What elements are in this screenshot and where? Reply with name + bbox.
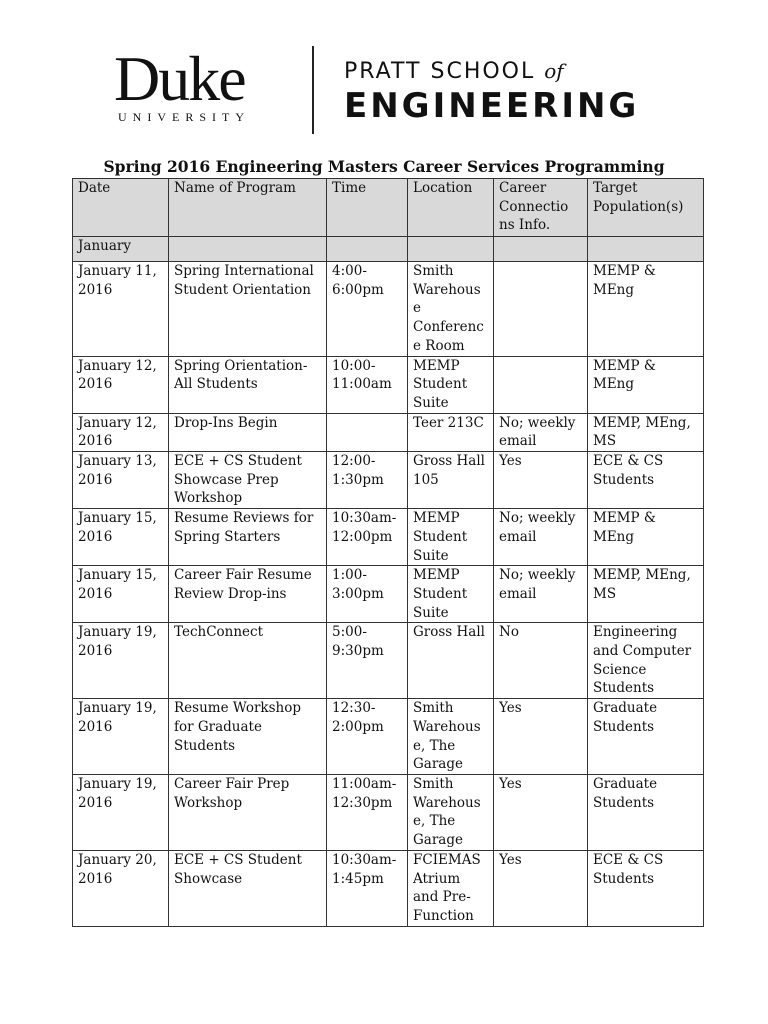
table-row bbox=[73, 356, 704, 413]
cell-target: Graduate Students bbox=[588, 774, 704, 850]
cell-career-info bbox=[494, 356, 588, 413]
cell-career-info: Yes bbox=[494, 774, 588, 850]
cell-time: 5:00- 9:30pm bbox=[327, 623, 408, 699]
cell-location: MEMP Student Suite bbox=[408, 509, 494, 566]
cell-time: 10:30am- 1:45pm bbox=[327, 850, 408, 926]
cell-time: 12:00- 1:30pm bbox=[327, 452, 408, 509]
cell-date: January 15, 2016 bbox=[73, 509, 169, 566]
pratt-of-text: of bbox=[544, 59, 564, 83]
cell-location: Gross Hall 105 bbox=[408, 452, 494, 509]
cell-target: MEMP & MEng bbox=[588, 356, 704, 413]
table-row bbox=[73, 452, 704, 509]
cell-time: 10:00- 11:00am bbox=[327, 356, 408, 413]
cell-career-info: No bbox=[494, 623, 588, 699]
table-row bbox=[73, 774, 704, 850]
cell-location: Smith Warehous e, The Garage bbox=[408, 774, 494, 850]
cell-location: Gross Hall bbox=[408, 623, 494, 699]
cell-program: Resume Workshop for Graduate Students bbox=[169, 699, 327, 775]
cell-time: 4:00- 6:00pm bbox=[327, 262, 408, 357]
table-row bbox=[73, 699, 704, 775]
cell-location: Smith Warehous e Conferenc e Room bbox=[408, 262, 494, 357]
cell-target: MEMP & MEng bbox=[588, 509, 704, 566]
duke-logo bbox=[114, 43, 289, 125]
header-program: Name of Program bbox=[169, 179, 327, 237]
cell-time: 10:30am- 12:00pm bbox=[327, 509, 408, 566]
cell-career-info bbox=[494, 262, 588, 357]
cell-time: 12:30- 2:00pm bbox=[327, 699, 408, 775]
cell-date: January 19, 2016 bbox=[73, 699, 169, 775]
cell-date: January 20, 2016 bbox=[73, 850, 169, 926]
university-wordmark: UNIVERSITY bbox=[118, 110, 250, 124]
header-time: Time bbox=[327, 179, 408, 237]
cell-time: 1:00- 3:00pm bbox=[327, 566, 408, 623]
duke-wordmark: Duke bbox=[114, 43, 245, 114]
cell-location: Smith Warehous e, The Garage bbox=[408, 699, 494, 775]
cell-program: Career Fair Resume Review Drop-ins bbox=[169, 566, 327, 623]
cell-program: Spring International Student Orientation bbox=[169, 262, 327, 357]
cell-target: Engineering and Computer Science Students bbox=[588, 623, 704, 699]
cell-career-info: No; weekly email bbox=[494, 509, 588, 566]
cell-target: MEMP, MEng, MS bbox=[588, 566, 704, 623]
logo-header bbox=[114, 44, 674, 136]
table-row bbox=[73, 623, 704, 699]
cell-date: January 19, 2016 bbox=[73, 623, 169, 699]
cell-program: Spring Orientation- All Students bbox=[169, 356, 327, 413]
cell-program: Drop-Ins Begin bbox=[169, 413, 327, 451]
header-date: Date bbox=[73, 179, 169, 237]
cell-date: January 12, 2016 bbox=[73, 413, 169, 451]
pratt-logo bbox=[344, 58, 639, 127]
cell-career-info: No; weekly email bbox=[494, 566, 588, 623]
cell-location: MEMP Student Suite bbox=[408, 566, 494, 623]
table-row bbox=[73, 850, 704, 926]
cell-target: ECE & CS Students bbox=[588, 452, 704, 509]
document-title: Spring 2016 Engineering Masters Career Services Programming bbox=[103, 157, 665, 176]
cell-program: Career Fair Prep Workshop bbox=[169, 774, 327, 850]
header-location: Location bbox=[408, 179, 494, 237]
cell-program: TechConnect bbox=[169, 623, 327, 699]
month-row bbox=[73, 237, 704, 262]
cell-career-info: No; weekly email bbox=[494, 413, 588, 451]
header-target: Target Population(s) bbox=[588, 179, 704, 237]
cell-program: ECE + CS Student Showcase Prep Workshop bbox=[169, 452, 327, 509]
table-row bbox=[73, 566, 704, 623]
cell-date: January 15, 2016 bbox=[73, 566, 169, 623]
cell-date: January 19, 2016 bbox=[73, 774, 169, 850]
cell-time bbox=[327, 413, 408, 451]
engineering-text: ENGINEERING bbox=[344, 86, 640, 126]
cell-date: January 11, 2016 bbox=[73, 262, 169, 357]
cell-target: MEMP & MEng bbox=[588, 262, 704, 357]
month-label: January bbox=[73, 237, 169, 262]
cell-career-info: Yes bbox=[494, 699, 588, 775]
cell-target: MEMP, MEng, MS bbox=[588, 413, 704, 451]
table-row bbox=[73, 262, 704, 357]
pratt-school-text: PRATT SCHOOL bbox=[344, 59, 536, 84]
table-row bbox=[73, 509, 704, 566]
header-career-info: Career Connectio ns Info. bbox=[494, 179, 588, 237]
schedule-table bbox=[72, 178, 704, 927]
cell-time: 11:00am- 12:30pm bbox=[327, 774, 408, 850]
cell-program: ECE + CS Student Showcase bbox=[169, 850, 327, 926]
cell-target: ECE & CS Students bbox=[588, 850, 704, 926]
cell-location: FCIEMAS Atrium and Pre- Function bbox=[408, 850, 494, 926]
cell-location: Teer 213C bbox=[408, 413, 494, 451]
header-row bbox=[73, 179, 704, 237]
cell-location: MEMP Student Suite bbox=[408, 356, 494, 413]
cell-career-info: Yes bbox=[494, 850, 588, 926]
cell-date: January 12, 2016 bbox=[73, 356, 169, 413]
cell-date: January 13, 2016 bbox=[73, 452, 169, 509]
logo-divider bbox=[312, 46, 314, 134]
cell-program: Resume Reviews for Spring Starters bbox=[169, 509, 327, 566]
table-row bbox=[73, 413, 704, 451]
cell-career-info: Yes bbox=[494, 452, 588, 509]
cell-target: Graduate Students bbox=[588, 699, 704, 775]
